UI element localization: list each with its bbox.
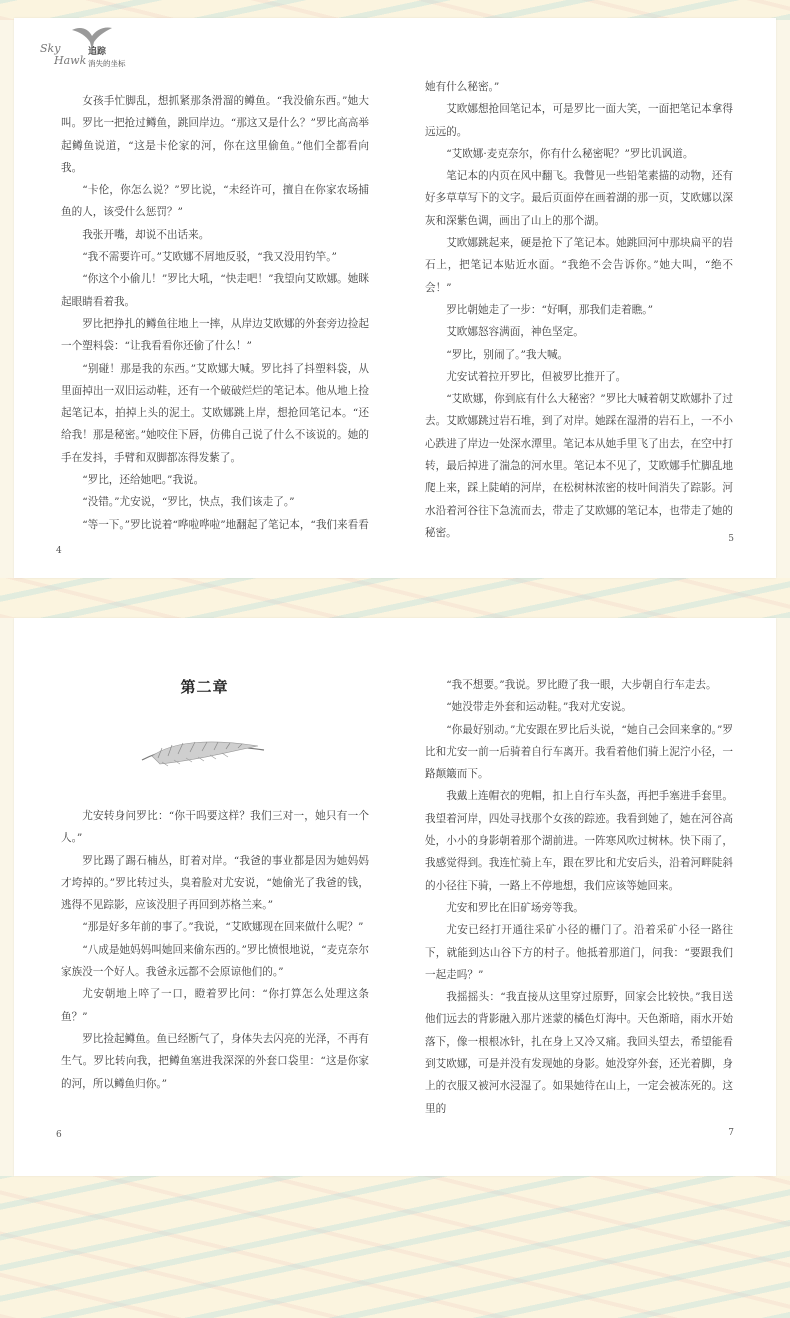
paragraph: 尤安和罗比在旧矿场旁等我。 [446,901,584,914]
page-5-body [425,76,733,544]
page-7 [395,618,776,1176]
series-logo [40,24,160,80]
paragraph: 女孩手忙脚乱，想抓紧那条滑溜的鳟鱼。“我没偷东西。”她大叫。罗比一把抢过鳟鱼，跳回岸边。“那这又是什么？”罗比高高举起鳟鱼说道，“这是卡伦家的河，你在这里偷鱼。”他们全都看向我。 [61,95,369,174]
paragraph: “我不想要。”我说。罗比瞪了我一眼，大步朝自行车走去。 [446,679,717,691]
paragraph: “别碰！那是我的东西。”艾欧娜大喊。罗比抖了抖塑料袋，从里面掉出一双旧运动鞋，还有一个破破烂烂的笔记本。他从地上捡起笔记本，拍掉上头的泥土。艾欧娜跳上岸，想抢回笔记本。“还给我！那是秘密。”她咬住下唇，仿佛自己说了什么不该说的。她的手在发抖，手臂和双脚都冻得发紫了。 [61,362,369,464]
paragraph: “你这个小偷儿！”罗比大吼，“快走吧！”我望向艾欧娜。她眯起眼睛看着我。 [61,273,369,308]
chapter-title: 第二章 [180,678,229,696]
paragraph: “你最好别动。”尤安跟在罗比后头说，“她自己会回来拿的。”罗比和尤安一前一后骑着自行车离开。我看着他们骑上泥泞小径，一路颠簸而下。 [425,723,733,781]
paragraph: 艾欧娜想抢回笔记本，可是罗比一面大笑，一面把笔记本拿得远远的。 [425,103,733,138]
page-7-body [425,674,733,1120]
background-band-top [0,0,790,20]
logo-sky-text: Sky [40,42,61,55]
background-band-middle [0,578,790,618]
background-band-bottom [0,1176,790,1318]
paragraph: 艾欧娜怒容满面，神色坚定。 [446,326,584,339]
logo-subtitle: 消失的坐标 [88,59,126,68]
paragraph: “八成是她妈妈叫她回来偷东西的。”罗比愤恨地说，“麦克奈尔家族没一个好人。我爸永远都不会原谅他们的。” [61,943,369,979]
page-5 [395,18,776,578]
feather-icon [138,736,268,770]
paragraph: “罗比，别闹了。”我大喊。 [446,348,569,361]
paragraph: 我戴上连帽衣的兜帽，扣上自行车头盔，再把手塞进手套里。我望着河岸，四处寻找那个女孩的踪迹。我看到她了，她在河谷高处，小小的身影朝着那个湖前进。一阵寒风吹过树林。快下雨了，我感觉得到。我连忙骑上车，跟在罗比和尤安后头，沿着河畔陡斜的小径往下骑，一路上不停地想，我们应该等她回来。 [425,790,733,892]
paragraph: 我张开嘴，却说不出话来。 [82,228,210,241]
paragraph: “等一下。”罗比说着“哗啦哗啦”地翻起了笔记本，“我们来看看 [82,518,369,531]
book-spread-2 [14,618,776,1176]
paragraph: “没错。”尤安说，“罗比，快点，我们该走了。” [82,496,295,509]
paragraph: “她没带走外套和运动鞋。”我对尤安说。 [446,701,632,714]
paragraph: 笔记本的内页在风中翻飞。我瞥见一些铅笔素描的动物，还有好多草草写下的文字。最后页面停在画着湖的那一页，艾欧娜以深灰和深紫色调，画出了山上的那个湖。 [425,170,733,227]
paragraph: 罗比朝她走了一步：“好啊，那我们走着瞧。” [446,303,653,316]
paragraph: 我摇摇头：“我直接从这里穿过原野，回家会比较快。”我目送他们远去的背影融入那片迷蒙的橘色灯海中。天色渐暗，雨水开始落下，像一根根冰针，扎在身上又冷又痛。我回头望去，希望能看到艾欧娜，可是并没有发现她的身影。她没穿外套，还光着脚，身上的衣服又被河水浸湿了。如果她待在山上，一定会被冻死的。这里的 [425,991,733,1115]
paragraph: “罗比，还给她吧。”我说。 [82,474,205,487]
page-number: 6 [56,1130,62,1140]
paragraph: 罗比把挣扎的鳟鱼往地上一摔，从岸边艾欧娜的外套旁边捡起一个塑料袋：“让我看看你还偷了什么！” [61,317,369,353]
page-number: 5 [728,534,734,544]
paragraph: “卡伦，你怎么说？”罗比说，“未经许可，擅自在你家农场捕鱼的人，该受什么惩罚？” [61,184,369,219]
paragraph: 罗比踢了踢石楠丛，盯着对岸。“我爸的事业都是因为她妈妈才垮掉的。”罗比转过头，臭着脸对尤安说，“她偷光了我爸的钱，逃得不见踪影，应该没胆子再回到苏格兰来。” [61,854,369,912]
page-4-body [61,90,369,536]
paragraph: “艾欧娜，你到底有什么大秘密？”罗比大喊着朝艾欧娜扑了过去。艾欧娜跳过岩石堆，到了对岸。她踩在湿滑的岩石上，一不小心跌进了岸边一处深水潭里。笔记本从她手里飞了出去，在空中打转，最后掉进了湍急的河水里。笔记本不见了，艾欧娜手忙脚乱地爬上来，踩上陡峭的河岸，在松树林浓密的枝叶间消失了踪影。河水沿着河谷往下急流而去，带走了艾欧娜的笔记本，也带走了她的秘密。 [425,393,733,539]
paragraph: 尤安已经打开通往采矿小径的栅门了。沿着采矿小径一路往下，就能到达山谷下方的村子。他抵着那道门，问我：“要跟我们一起走吗？” [425,924,733,981]
paragraph: “我不需要许可。”艾欧娜不屑地反驳，“我又没用钓竿。” [82,251,337,264]
page-4 [14,18,395,578]
paragraph: 罗比捡起鳟鱼。鱼已经断气了，身体失去闪亮的光泽，不再有生气。罗比转向我，把鳟鱼塞进我深深的外套口袋里：“这是你家的河，所以鳟鱼归你。” [61,1032,369,1090]
paragraph: 艾欧娜跳起来，硬是抢下了笔记本。她跳回河中那块扁平的岩石上，把笔记本贴近水面。“我绝不会告诉你。”她大叫，“绝不会！” [425,237,733,294]
page-number: 4 [56,546,62,556]
logo-title: 追踪 [88,47,107,57]
paragraph: “艾欧娜·麦克奈尔，你有什么秘密呢？”罗比讥讽道。 [446,147,694,160]
page-number: 7 [728,1128,734,1138]
page-6-body [61,805,369,1095]
paragraph: 尤安试着拉开罗比，但被罗比推开了。 [446,370,627,383]
paragraph: 尤安朝地上啐了一口，瞪着罗比问：“你打算怎么处理这条鱼？” [61,988,369,1023]
logo-hawk-text: Hawk [54,54,87,67]
paragraph: 尤安转身问罗比：“你干吗要这样？我们三对一，她只有一个人。” [61,810,369,845]
book-spread-1 [14,18,776,578]
paragraph: “那是好多年前的事了。”我说，“艾欧娜现在回来做什么呢？” [82,921,364,934]
paragraph-continued: 她有什么秘密。” [425,81,500,93]
page-6 [14,618,395,1176]
